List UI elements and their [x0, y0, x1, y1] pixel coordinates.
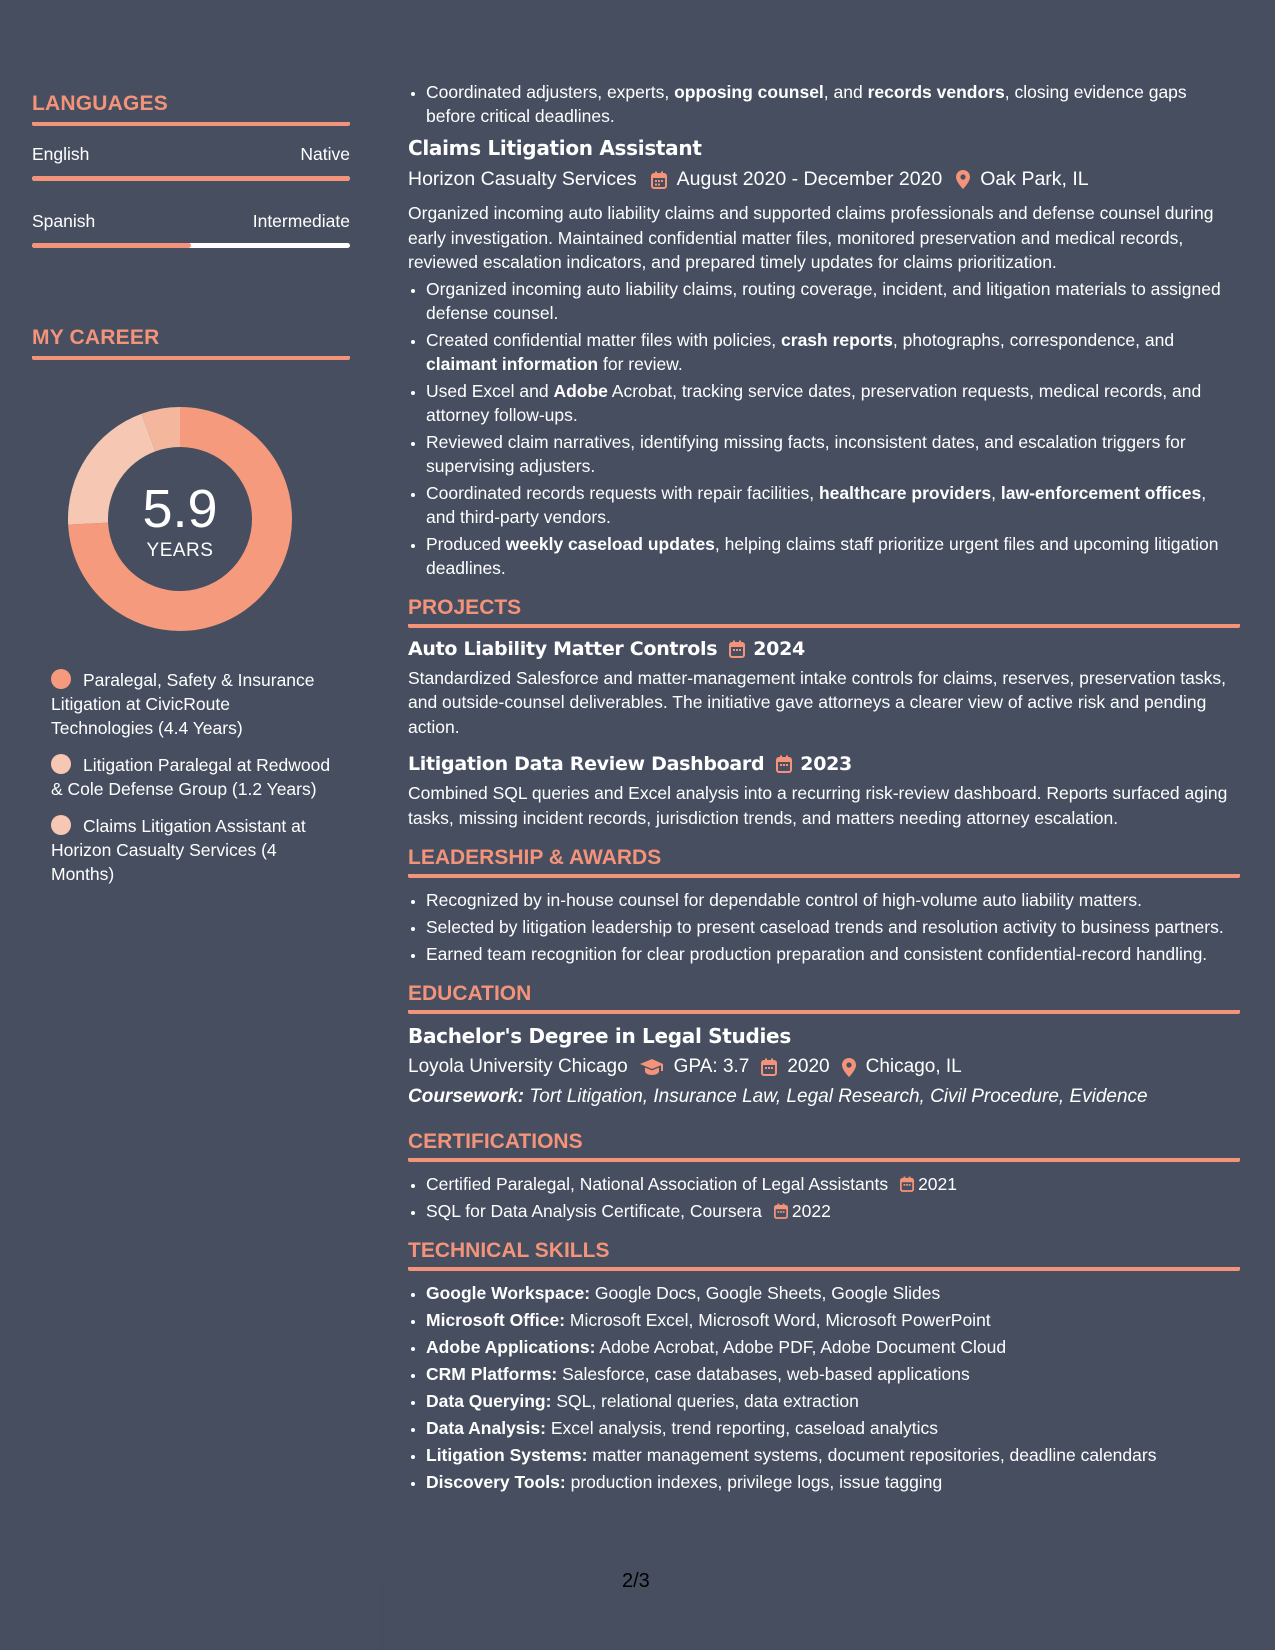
- list-item: • Coordinated records requests with repair facilities, healthcare providers, law-enforcement offices, and third-party vendors.: [426, 481, 1240, 529]
- project-name: Litigation Data Review Dashboard: [408, 753, 765, 775]
- job-dates: August 2020 - December 2020: [676, 168, 943, 190]
- list-item: • Created confidential matter files with policies, crash reports, photographs, correspondence, and claimant information for review.: [426, 328, 1240, 376]
- project-year: 2023: [800, 753, 852, 775]
- list-item: [426, 1172, 1240, 1196]
- list-item: • Adobe Applications: Adobe Acrobat, Adobe PDF, Adobe Document Cloud: [426, 1335, 1240, 1359]
- legend-dot: [51, 815, 71, 835]
- proficiency-bar: [32, 176, 350, 181]
- legend-dot: [51, 754, 71, 774]
- coursework-list: Tort Litigation, Insurance Law, Legal Research, Civil Procedure, Evidence: [524, 1086, 1148, 1107]
- project-title: [408, 753, 1240, 775]
- leadership-list: [408, 888, 1240, 966]
- list-item: • Reviewed claim narratives, identifying missing facts, inconsistent dates, and escalation triggers for supervising adjusters.: [426, 430, 1240, 478]
- career-total-years: 5.9: [142, 479, 218, 539]
- language-english: [32, 144, 350, 181]
- school-location: Chicago, IL: [865, 1056, 962, 1077]
- career-years-unit: YEARS: [146, 540, 214, 561]
- list-item: • Produced weekly caseload updates, helping claims staff prioritize urgent files and upcoming litigation deadlines.: [426, 532, 1240, 580]
- location-pin-icon: [956, 170, 970, 189]
- cert-year: 2022: [791, 1201, 831, 1221]
- language-spanish: [32, 211, 350, 248]
- list-item: • Coordinated adjusters, experts, opposing counsel, and records vendors, closing evidence gaps before critical deadlines.: [426, 80, 1240, 128]
- school-name: Loyola University Chicago: [408, 1056, 628, 1077]
- column-divider: [382, 1585, 383, 1650]
- legend-item: [51, 814, 331, 886]
- graduation-cap-icon: [640, 1058, 664, 1076]
- legend-dot: [51, 669, 71, 689]
- career-legend: [32, 668, 350, 886]
- education-heading: EDUCATION: [408, 982, 1240, 1014]
- career-heading: MY CAREER: [32, 326, 350, 360]
- certifications-heading: CERTIFICATIONS: [408, 1130, 1240, 1162]
- legend-item: [51, 668, 331, 740]
- language-name: English: [32, 144, 90, 164]
- calendar-icon: [774, 1203, 788, 1219]
- calendar-icon: [776, 755, 792, 773]
- proficiency-bar: [32, 243, 350, 248]
- list-item: • Data Analysis: Excel analysis, trend reporting, caseload analytics: [426, 1416, 1240, 1440]
- project-title: [408, 638, 1240, 660]
- projects-heading: PROJECTS: [408, 596, 1240, 628]
- page-number: 2/3: [622, 1570, 650, 1592]
- legend-label: Paralegal, Safety & Insurance Litigation at CivicRoute Technologies (4.4 Years): [51, 670, 315, 738]
- graduation-year: 2020: [787, 1056, 830, 1077]
- list-item: • Selected by litigation leadership to present caseload trends and resolution activity to business partners.: [426, 915, 1240, 939]
- certifications-list: [408, 1172, 1240, 1223]
- language-level: Native: [300, 144, 350, 164]
- coursework: [408, 1086, 1240, 1108]
- project-description: Standardized Salesforce and matter-management intake controls for claims, reserves, preservation tasks, and outside-counsel deliverables. The initiative gave attorneys a clearer view of active risk and pending action.: [408, 667, 1227, 737]
- list-item: • Discovery Tools: production indexes, privilege logs, issue tagging: [426, 1470, 1240, 1494]
- project-description: Combined SQL queries and Excel analysis into a recurring risk-review dashboard. Reports surfaced aging tasks, missing incident records, jurisdiction trends, and matters needing attorney escalation.: [408, 783, 1228, 828]
- list-item: • Data Querying: SQL, relational queries, data extraction: [426, 1389, 1240, 1413]
- job-title: Claims Litigation Assistant: [408, 136, 702, 160]
- job-summary: Organized incoming auto liability claims and supported claims professionals and defense counsel during early investigation. Maintained confidential matter files, monitored preservation and medical records, reviewed escalation indicators, and prepared timely updates for claims prioritization.: [408, 203, 1214, 272]
- list-item: • Earned team recognition for clear production preparation and consistent confidential-record handling.: [426, 942, 1240, 966]
- legend-label: Litigation Paralegal at Redwood & Cole Defense Group (1.2 Years): [51, 755, 331, 799]
- calendar-icon: [729, 640, 745, 658]
- skills-list: [408, 1281, 1240, 1494]
- calendar-icon: [761, 1058, 777, 1076]
- legend-label: Claims Litigation Assistant at Horizon Casualty Services (4 Months): [51, 816, 306, 884]
- job-meta: [408, 168, 1240, 191]
- gpa: GPA: 3.7: [673, 1056, 750, 1077]
- language-name: Spanish: [32, 211, 96, 231]
- list-item: • CRM Platforms: Salesforce, case databases, web-based applications: [426, 1362, 1240, 1386]
- list-item: • Recognized by in-house counsel for dependable control of high-volume auto liability matters.: [426, 888, 1240, 912]
- calendar-icon: [651, 171, 667, 189]
- languages-heading: LANGUAGES: [32, 92, 350, 126]
- degree-title: Bachelor's Degree in Legal Studies: [408, 1024, 791, 1048]
- left-column: [32, 92, 350, 899]
- location-pin-icon: [842, 1058, 856, 1077]
- proficiency-fill: [32, 243, 191, 248]
- technical-skills-heading: TECHNICAL SKILLS: [408, 1239, 1240, 1271]
- right-column: [408, 80, 1240, 1497]
- proficiency-fill: [32, 176, 350, 181]
- list-item: • Microsoft Office: Microsoft Excel, Microsoft Word, Microsoft PowerPoint: [426, 1308, 1240, 1332]
- list-item: • Litigation Systems: matter management systems, document repositories, deadline calendars: [426, 1443, 1240, 1467]
- cert-name: • Certified Paralegal, National Association of Legal Assistants: [426, 1174, 889, 1194]
- project-year: 2024: [753, 637, 805, 660]
- list-item: • Organized incoming auto liability claims, routing coverage, incident, and litigation materials to assigned defense counsel.: [426, 277, 1240, 325]
- job-location: Oak Park, IL: [980, 168, 1089, 190]
- cert-year: 2021: [918, 1174, 958, 1194]
- calendar-icon: [900, 1176, 914, 1192]
- leadership-heading: LEADERSHIP & AWARDS: [408, 846, 1240, 878]
- cert-name: • SQL for Data Analysis Certificate, Coursera: [426, 1201, 762, 1221]
- education-meta: [408, 1056, 1240, 1078]
- coursework-label: Coursework:: [408, 1086, 525, 1107]
- career-donut-chart: [67, 406, 293, 632]
- job-bullets: [408, 277, 1240, 580]
- company-name: Horizon Casualty Services: [408, 168, 637, 190]
- list-item: • Used Excel and Adobe Acrobat, tracking service dates, preservation requests, medical records, and attorney follow-ups.: [426, 379, 1240, 427]
- project-name: Auto Liability Matter Controls: [408, 637, 718, 660]
- language-level: Intermediate: [252, 211, 350, 231]
- previous-job-bullets: [408, 80, 1240, 128]
- legend-item: [51, 753, 331, 801]
- list-item: • Google Workspace: Google Docs, Google Sheets, Google Slides: [426, 1281, 1240, 1305]
- list-item: [426, 1199, 1240, 1223]
